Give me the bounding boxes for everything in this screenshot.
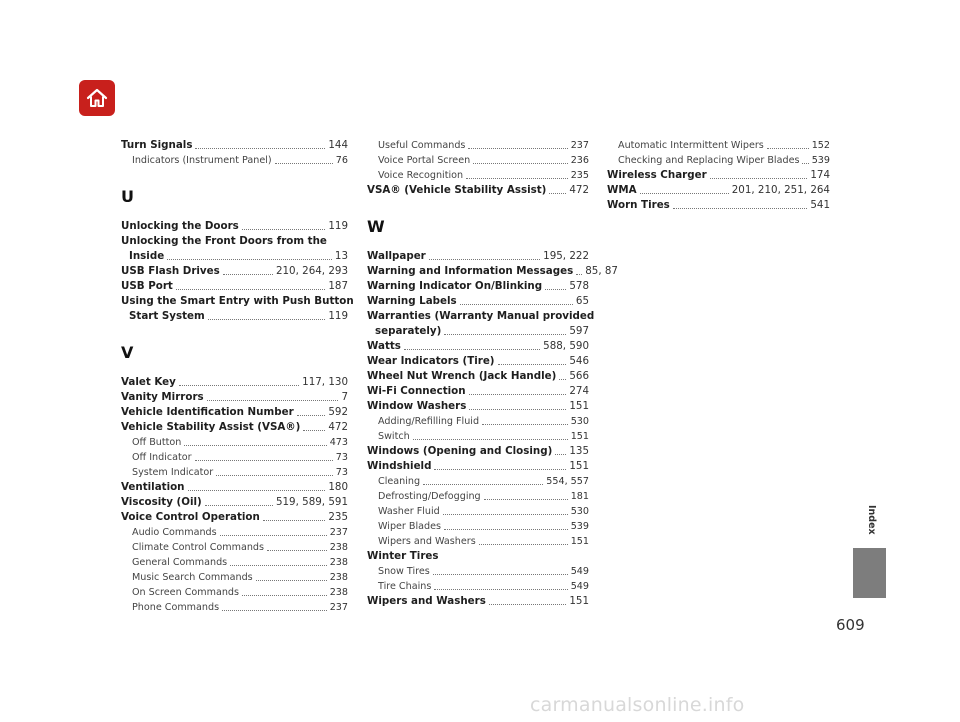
index-entry[interactable]: Vehicle Stability Assist (VSA®) 472: [121, 421, 348, 433]
index-entry-line: Unlocking the Front Doors from the: [121, 235, 327, 247]
side-tab-marker: [853, 548, 886, 598]
index-subentry[interactable]: Off Indicator 73: [132, 452, 348, 463]
side-tab-bar: [853, 0, 886, 722]
index-side-tab[interactable]: [853, 0, 886, 722]
index-entry[interactable]: Ventilation 180: [121, 481, 348, 493]
index-subentry[interactable]: Tire Chains 549: [378, 581, 589, 592]
index-entry[interactable]: Windshield 151: [367, 460, 589, 472]
index-entry[interactable]: USB Port 187: [121, 280, 348, 292]
index-subentry[interactable]: Off Button 473: [132, 437, 348, 448]
index-entry[interactable]: Warning Labels 65: [367, 295, 589, 307]
index-entry[interactable]: Inside 13: [129, 250, 348, 262]
index-subentry[interactable]: Defrosting/Defogging 181: [378, 491, 589, 502]
index-subentry[interactable]: Voice Recognition 235: [378, 170, 589, 181]
index-subentry[interactable]: Phone Commands 237: [132, 602, 348, 613]
index-entry[interactable]: Voice Control Operation 235: [121, 511, 348, 523]
index-subentry[interactable]: Automatic Intermittent Wipers 152: [618, 140, 830, 151]
index-subentry[interactable]: Cleaning 554, 557: [378, 476, 589, 487]
index-entry[interactable]: Valet Key 117, 130: [121, 376, 348, 388]
index-entry[interactable]: Start System 119: [129, 310, 348, 322]
index-subentry[interactable]: On Screen Commands 238: [132, 587, 348, 598]
section-letter: W: [367, 217, 385, 236]
watermark: carmanualsonline.info: [530, 694, 745, 716]
index-entry[interactable]: Wear Indicators (Tire) 546: [367, 355, 589, 367]
index-entry[interactable]: Warning and Information Messages 85, 87: [367, 265, 618, 277]
index-entry[interactable]: Wallpaper 195, 222: [367, 250, 589, 262]
index-entry[interactable]: Window Washers 151: [367, 400, 589, 412]
index-entry[interactable]: Worn Tires 541: [607, 199, 830, 211]
index-subentry[interactable]: Switch 151: [378, 431, 589, 442]
index-entry[interactable]: Watts 588, 590: [367, 340, 589, 352]
index-entry[interactable]: USB Flash Drives 210, 264, 293: [121, 265, 348, 277]
index-entry[interactable]: Unlocking the Doors 119: [121, 220, 348, 232]
index-entry-line[interactable]: Winter Tires: [367, 550, 439, 562]
index-entry[interactable]: WMA 201, 210, 251, 264: [607, 184, 830, 196]
index-entry[interactable]: Turn Signals 144: [121, 139, 348, 151]
home-icon: [85, 86, 109, 110]
index-subentry[interactable]: Snow Tires 549: [378, 566, 589, 577]
index-subentry[interactable]: Useful Commands 237: [378, 140, 589, 151]
index-entry[interactable]: separately) 597: [375, 325, 589, 337]
section-letter: U: [121, 187, 134, 206]
index-subentry[interactable]: Adding/Refilling Fluid 530: [378, 416, 589, 427]
index-subentry[interactable]: General Commands 238: [132, 557, 348, 568]
index-column-2: [367, 138, 618, 609]
index-entry[interactable]: Wipers and Washers 151: [367, 595, 589, 607]
index-subentry[interactable]: Music Search Commands 238: [132, 572, 348, 583]
index-entry[interactable]: Wi-Fi Connection 274: [367, 385, 589, 397]
index-entry[interactable]: VSA® (Vehicle Stability Assist) 472: [367, 184, 589, 196]
index-subentry[interactable]: Washer Fluid 530: [378, 506, 589, 517]
index-entry[interactable]: Windows (Opening and Closing) 135: [367, 445, 589, 457]
index-entry-line: Using the Smart Entry with Push Button: [121, 295, 354, 307]
index-subentry[interactable]: Checking and Replacing Wiper Blades 539: [618, 155, 830, 166]
section-letter: V: [121, 343, 134, 362]
index-entry[interactable]: Wireless Charger 174: [607, 169, 830, 181]
side-tab-label: Index: [866, 505, 877, 535]
index-subentry[interactable]: Climate Control Commands 238: [132, 542, 348, 553]
index-entry[interactable]: Warning Indicator On/Blinking 578: [367, 280, 589, 292]
index-entry[interactable]: Viscosity (Oil) 519, 589, 591: [121, 496, 348, 508]
index-subentry[interactable]: Voice Portal Screen 236: [378, 155, 589, 166]
index-column-1: [121, 138, 354, 615]
index-entry[interactable]: Vehicle Identification Number 592: [121, 406, 348, 418]
index-entry-line: Warranties (Warranty Manual provided: [367, 310, 595, 322]
home-button[interactable]: [79, 80, 115, 116]
index-subentry[interactable]: Wipers and Washers 151: [378, 536, 589, 547]
index-entry[interactable]: Wheel Nut Wrench (Jack Handle) 566: [367, 370, 589, 382]
index-column-3: [607, 138, 830, 213]
index-subentry[interactable]: Wiper Blades 539: [378, 521, 589, 532]
index-entry[interactable]: Vanity Mirrors 7: [121, 391, 348, 403]
index-subentry[interactable]: System Indicator 73: [132, 467, 348, 478]
page-number: 609: [836, 616, 865, 634]
index-subentry[interactable]: Indicators (Instrument Panel) 76: [132, 155, 348, 166]
index-subentry[interactable]: Audio Commands 237: [132, 527, 348, 538]
